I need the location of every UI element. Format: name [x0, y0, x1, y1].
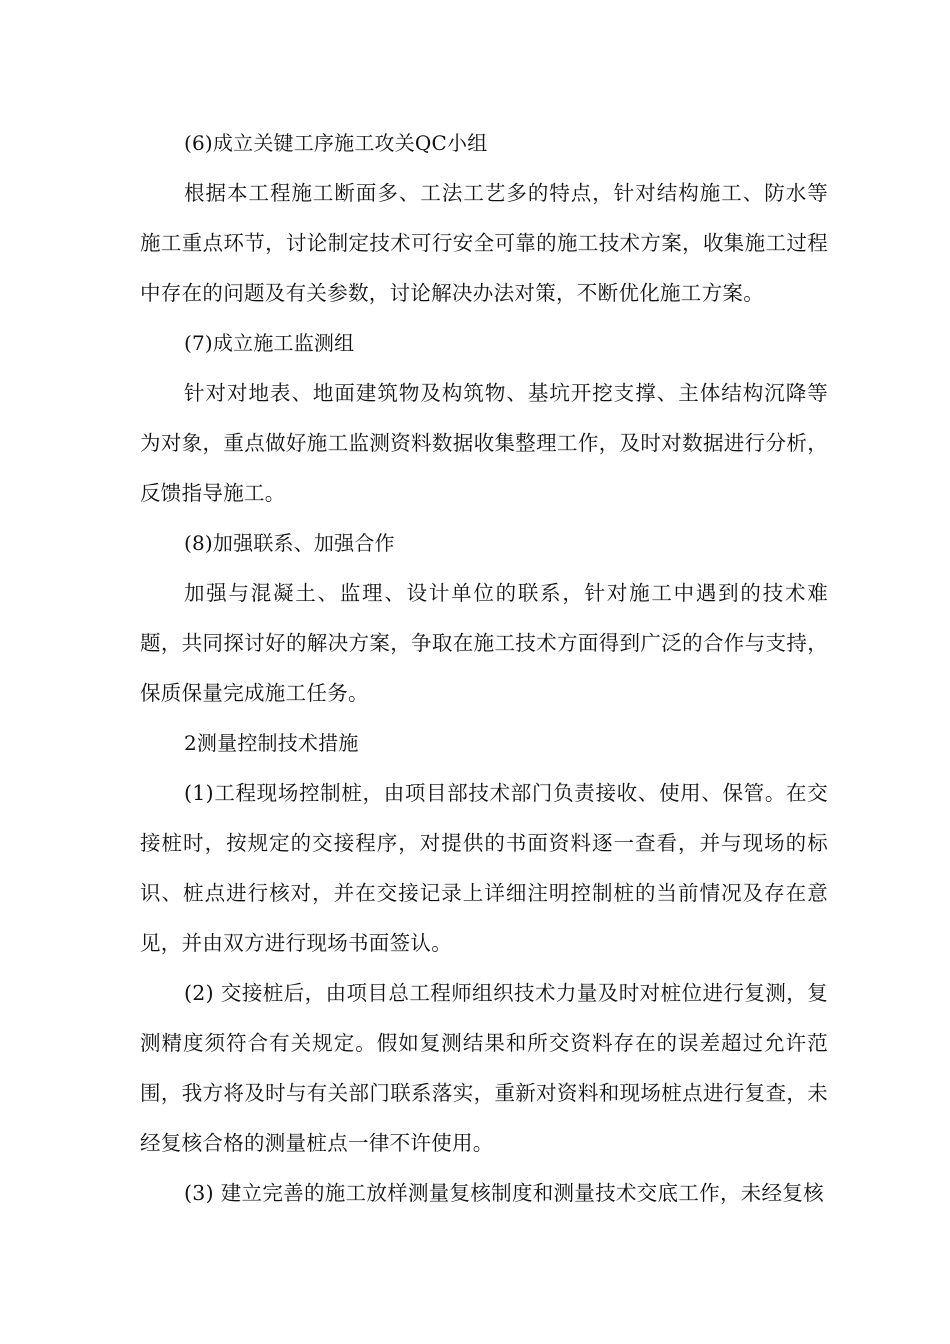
- section-heading-monitoring-group: (7)成立施工监测组: [184, 331, 355, 355]
- paragraph-control-stakes: (1)工程现场控制桩，由项目部技术部门负责接收、使用、保管。在交接桩时，按规定的交接程序，对提供的书面资料逐一查看，并与现场的标识、桩点进行核对，并在交接记录上详细注明控制桩的当前情况及存在意见，并由双方进行现场书面签认。: [140, 781, 828, 955]
- paragraph-survey-recheck-system: (3) 建立完善的施工放样测量复核制度和测量技术交底工作，未经复核: [184, 1181, 824, 1205]
- section-heading-qc-group: (6)成立关键工序施工攻关QC小组: [184, 131, 488, 155]
- document-body: [140, 118, 828, 1218]
- paragraph-stake-recheck: (2) 交接桩后，由项目总工程师组织技术力量及时对桩位进行复测，复测精度须符合有关规定。假如复测结果和所交资料存在的误差超过允许范围，我方将及时与有关部门联系落实，重新对资料和现场桩点进行复查，未经复核合格的测量桩点一律不许使用。: [140, 981, 828, 1155]
- paragraph-monitoring-group: 针对对地表、地面建筑物及构筑物、基坑开挖支撑、主体结构沉降等为对象，重点做好施工监测资料数据收集整理工作，及时对数据进行分析，反馈指导施工。: [140, 381, 828, 505]
- section-heading-survey-control: 2测量控制技术措施: [184, 731, 359, 755]
- paragraph-cooperation: 加强与混凝土、监理、设计单位的联系，针对施工中遇到的技术难题，共同探讨好的解决方案，争取在施工技术方面得到广泛的合作与支持，保质保量完成施工任务。: [140, 581, 828, 705]
- paragraph-qc-group: 根据本工程施工断面多、工法工艺多的特点，针对结构施工、防水等施工重点环节，讨论制定技术可行安全可靠的施工技术方案，收集施工过程中存在的问题及有关参数，讨论解决办法对策，不断优化施工方案。: [140, 181, 828, 305]
- section-heading-cooperation: (8)加强联系、加强合作: [184, 531, 395, 555]
